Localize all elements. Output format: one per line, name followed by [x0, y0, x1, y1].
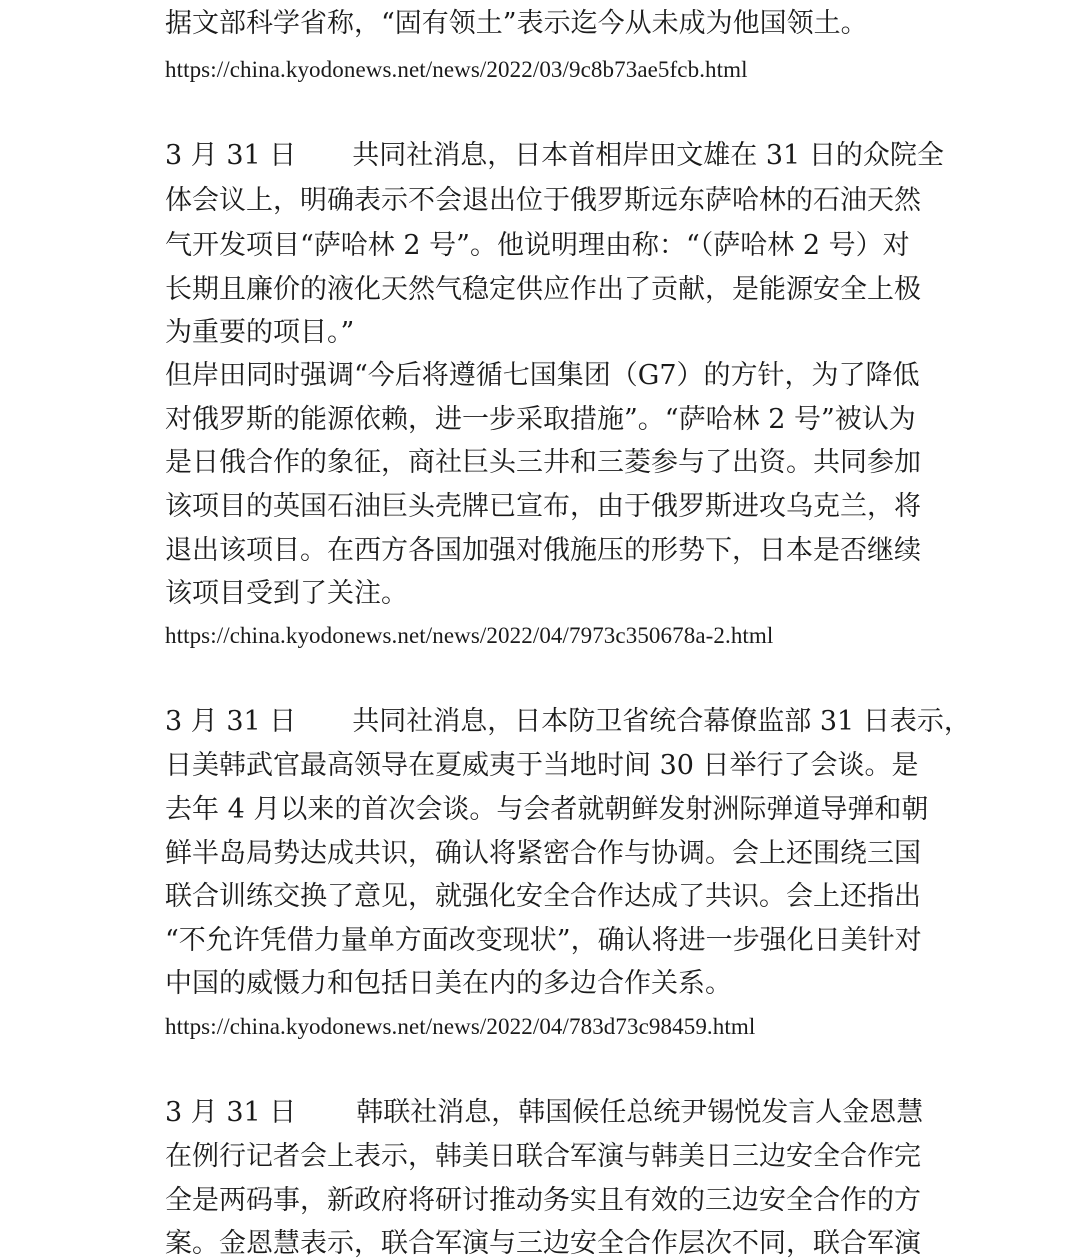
paragraph-line: 鲜半岛局势达成共识，确认将紧密合作与协调。会上还围绕三国: [165, 838, 921, 869]
paragraph-line: 日美韩武官最高领导在夏威夷于当地时间 30 日举行了会谈。是: [165, 750, 919, 781]
paragraph-line: 气开发项目“萨哈林 2 号”。他说明理由称：“（萨哈林 2 号）对: [165, 230, 910, 261]
paragraph-line: 在例行记者会上表示，韩美日联合军演与韩美日三边安全合作完: [165, 1141, 921, 1172]
entry-first-line: [165, 702, 971, 742]
paragraph-line: 共同社消息，日本防卫省统合幕僚监部 31 日表示，: [352, 706, 971, 737]
paragraph-line: 为重要的项目。”: [165, 317, 355, 348]
paragraph-line: 退出该项目。在西方各国加强对俄施压的形势下，日本是否继续: [165, 535, 921, 566]
paragraph-line: 对俄罗斯的能源依赖，进一步采取措施”。“萨哈林 2 号”被认为: [165, 404, 916, 435]
paragraph-line: 该项目的英国石油巨头壳牌已宣布，由于俄罗斯进攻乌克兰，将: [165, 491, 921, 522]
paragraph-line: 中国的威慑力和包括日美在内的多边合作关系。: [165, 968, 732, 999]
source-link[interactable]: https://china.kyodonews.net/news/2022/04/7973c350678a-2.html: [165, 623, 774, 648]
entry-date: 3 月 31 日: [165, 1097, 297, 1128]
entry-first-line: [165, 1093, 923, 1133]
entry-date: 3 月 31 日: [165, 706, 297, 737]
source-link[interactable]: https://china.kyodonews.net/news/2022/03/9c8b73ae5fcb.html: [165, 57, 748, 82]
paragraph-line: 案。金恩慧表示，联合军演与三边安全合作层次不同，联合军演: [165, 1228, 921, 1258]
entry-date: 3 月 31 日: [165, 140, 297, 171]
paragraph-line: 但岸田同时强调“今后将遵循七国集团（G7）的方针，为了降低: [165, 360, 920, 391]
paragraph-line: 是日俄合作的象征，商社巨头三井和三菱参与了出资。共同参加: [165, 447, 921, 478]
paragraph-line: 联合训练交换了意见，就强化安全合作达成了共识。会上还指出: [165, 881, 921, 912]
paragraph-line: 长期且廉价的液化天然气稳定供应作出了贡献，是能源安全上极: [165, 274, 921, 305]
paragraph-line: “不允许凭借力量单方面改变现状”，确认将进一步强化日美针对: [165, 925, 922, 956]
paragraph-line: 据文部科学省称，“固有领土”表示迄今从未成为他国领土。: [165, 8, 868, 39]
paragraph-line: 去年 4 月以来的首次会谈。与会者就朝鲜发射洲际弹道导弹和朝: [165, 794, 929, 825]
paragraph-line: 共同社消息，日本首相岸田文雄在 31 日的众院全: [352, 140, 944, 171]
source-link[interactable]: https://china.kyodonews.net/news/2022/04/783d73c98459.html: [165, 1014, 756, 1039]
entry-first-line: [165, 136, 944, 176]
paragraph-line: 韩联社消息，韩国候任总统尹锡悦发言人金恩慧: [356, 1097, 924, 1128]
paragraph-line: 该项目受到了关注。: [165, 578, 408, 609]
paragraph-line: 全是两码事，新政府将研讨推动务实且有效的三边安全合作的方: [165, 1185, 921, 1216]
paragraph-line: 体会议上，明确表示不会退出位于俄罗斯远东萨哈林的石油天然: [165, 185, 921, 216]
